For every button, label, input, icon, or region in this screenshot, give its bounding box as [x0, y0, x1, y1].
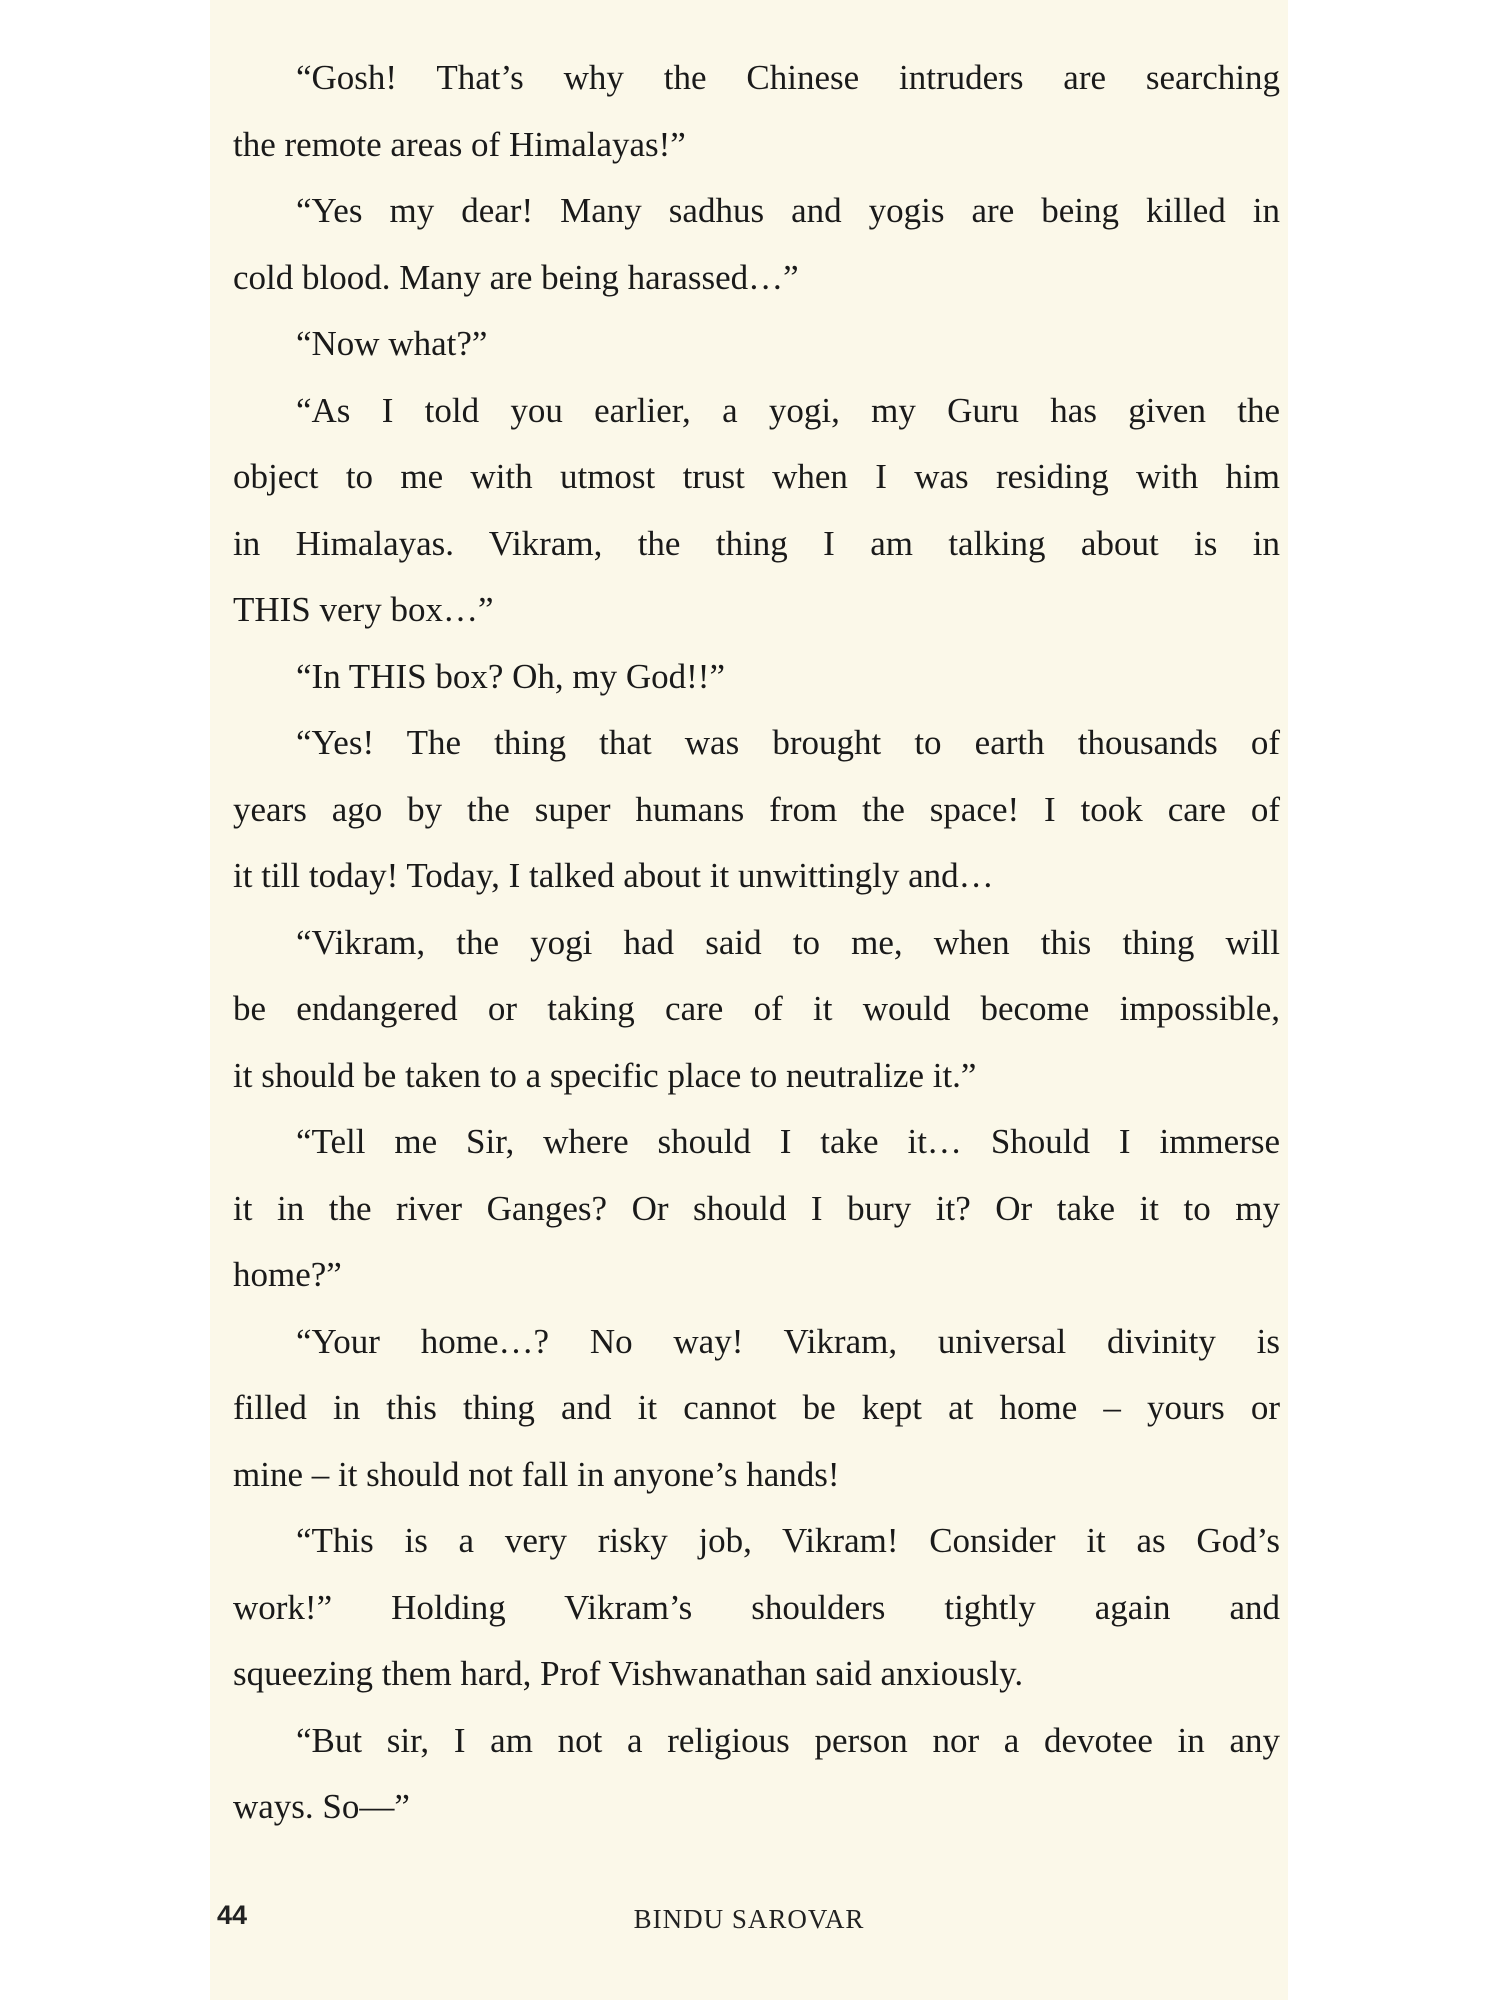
text-line: “But sir, I am not a religious person nor a devotee in any: [296, 1720, 1280, 1760]
text-line: THIS very box…”: [233, 590, 494, 629]
text-line: mine – it should not fall in anyone’s hands!: [233, 1454, 840, 1494]
paragraph: [233, 1309, 1280, 1509]
text-line: be endangered or taking care of it would become impossible,: [233, 989, 1280, 1028]
paragraph: [233, 45, 1280, 178]
text-line: “Gosh! That’s why the Chinese intruders are searching: [296, 58, 1280, 97]
book-page: [210, 0, 1288, 2000]
text-line: filled in this thing and it cannot be kept at home – yours or: [233, 1388, 1280, 1427]
text-line: “Now what?”: [296, 324, 488, 363]
paragraph: [233, 644, 1280, 711]
paragraph: [233, 178, 1280, 311]
text-line: “Tell me Sir, where should I take it… Should I immerse: [296, 1122, 1280, 1161]
paragraph: [233, 1109, 1280, 1309]
paragraph: [233, 311, 1280, 378]
paragraph: [233, 1708, 1280, 1841]
body-text: [233, 45, 1280, 1841]
text-line: object to me with utmost trust when I was residing with him: [233, 457, 1280, 496]
text-line: “Yes my dear! Many sadhus and yogis are being killed in: [296, 191, 1280, 230]
text-line: “In THIS box? Oh, my God!!”: [296, 656, 725, 696]
running-title: BINDU SAROVAR: [633, 1904, 865, 1934]
text-line: “Yes! The thing that was brought to earth thousands of: [296, 723, 1280, 762]
text-line: work!” Holding Vikram’s shoulders tightly again and: [233, 1587, 1280, 1627]
paragraph: [233, 710, 1280, 910]
text-line: cold blood. Many are being harassed…”: [233, 257, 799, 297]
text-line: years ago by the super humans from the space! I took care of: [233, 789, 1280, 829]
text-line: home?”: [233, 1255, 342, 1294]
text-line: it till today! Today, I talked about it unwittingly and…: [233, 856, 994, 895]
text-line: it should be taken to a specific place to neutralize it.”: [233, 1055, 977, 1095]
text-line: the remote areas of Himalayas!”: [233, 124, 686, 164]
text-line: it in the river Ganges? Or should I bury it? Or take it to my: [233, 1188, 1280, 1228]
text-line: “Vikram, the yogi had said to me, when this thing will: [296, 922, 1280, 962]
text-line: squeezing them hard, Prof Vishwanathan said anxiously.: [233, 1654, 1024, 1693]
paragraph: [233, 378, 1280, 644]
page-number: 44: [217, 1900, 248, 1930]
paragraph: [233, 1508, 1280, 1708]
text-line: in Himalayas. Vikram, the thing I am talking about is in: [233, 523, 1280, 563]
text-line: ways. So—”: [233, 1787, 410, 1826]
text-line: “As I told you earlier, a yogi, my Guru has given the: [296, 390, 1280, 430]
text-line: “Your home…? No way! Vikram, universal divinity is: [296, 1321, 1280, 1361]
text-line: “This is a very risky job, Vikram! Consider it as God’s: [296, 1521, 1280, 1560]
paragraph: [233, 910, 1280, 1110]
